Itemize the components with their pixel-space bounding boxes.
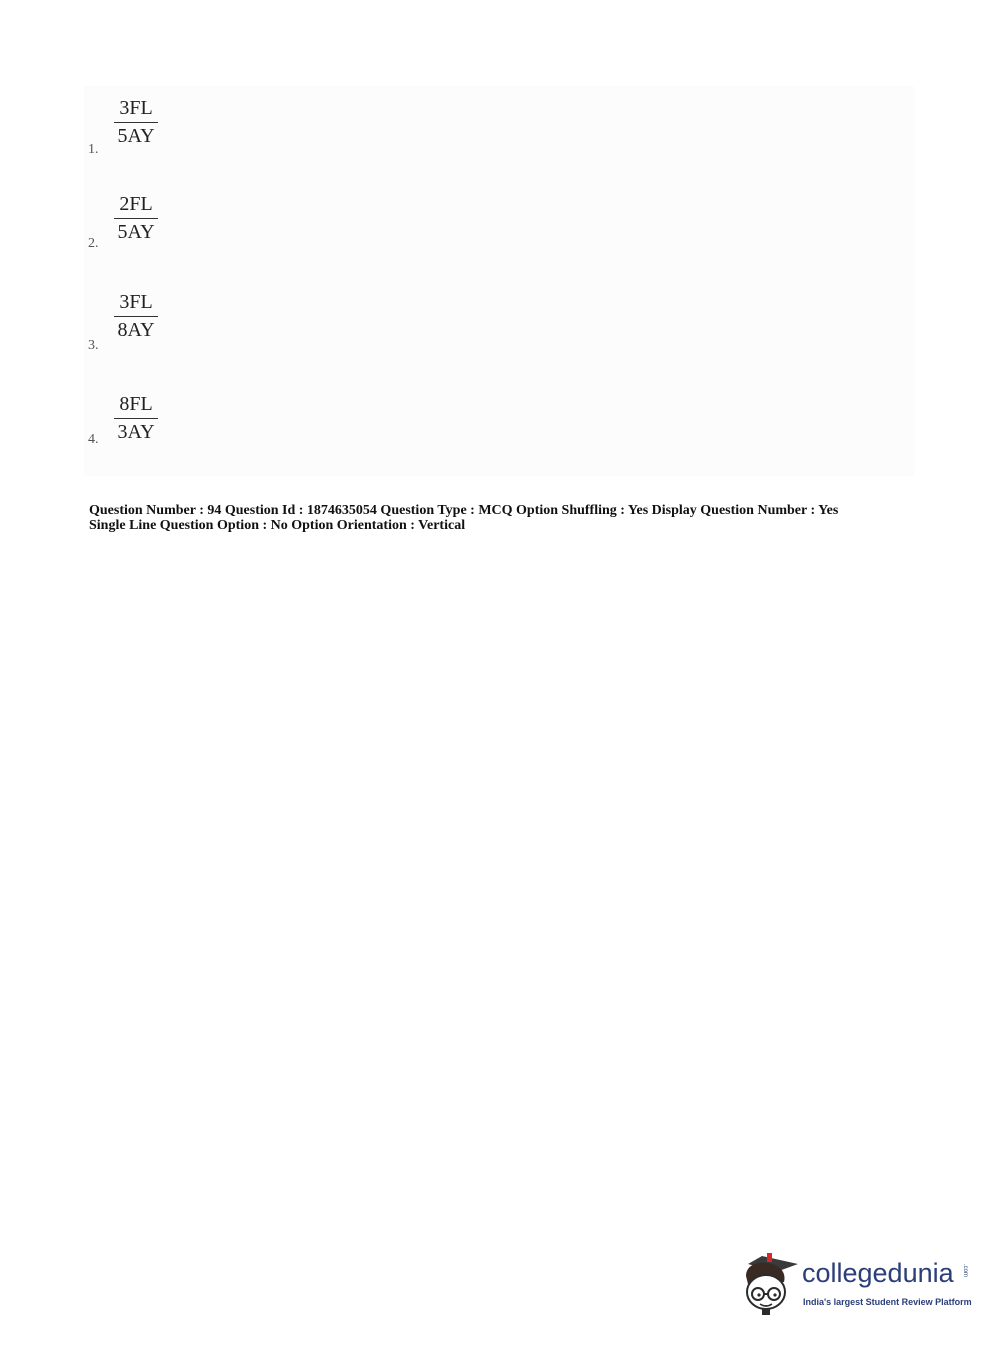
metadata-line-2: Single Line Question Option : No Option Orientation : Vertical [89, 518, 466, 533]
answer-options-panel [84, 86, 914, 476]
logo-wordmark: collegedunia [802, 1258, 954, 1288]
fraction-denominator: 3AY [117, 421, 155, 443]
fraction-numerator: 2FL [119, 193, 153, 215]
fraction-numerator: 3FL [119, 291, 153, 313]
logo-domain-suffix: .com [962, 1264, 968, 1278]
logo-tagline: India's largest Student Review Platform [803, 1297, 972, 1307]
mascot-icon [740, 1250, 802, 1316]
option-1[interactable] [84, 90, 284, 170]
option-number: 1. [88, 142, 99, 157]
option-fraction [112, 192, 160, 245]
fraction-denominator: 8AY [117, 319, 155, 341]
option-fraction [112, 392, 160, 445]
option-number: 4. [88, 432, 99, 447]
option-3[interactable] [84, 284, 284, 364]
option-4[interactable] [84, 386, 284, 466]
option-fraction [112, 290, 160, 343]
fraction-denominator: 5AY [117, 221, 155, 243]
option-fraction [112, 96, 160, 149]
fraction-numerator: 3FL [119, 97, 153, 119]
fraction-numerator: 8FL [119, 393, 153, 415]
metadata-line-1: Question Number : 94 Question Id : 1874635054 Question Type : MCQ Option Shuffling : Yes Display Question Number : Yes [89, 503, 839, 518]
collegedunia-logo [740, 1250, 970, 1316]
option-number: 3. [88, 338, 99, 353]
fraction-denominator: 5AY [117, 125, 155, 147]
question-metadata [89, 503, 949, 533]
option-2[interactable] [84, 186, 284, 266]
option-number: 2. [88, 236, 99, 251]
